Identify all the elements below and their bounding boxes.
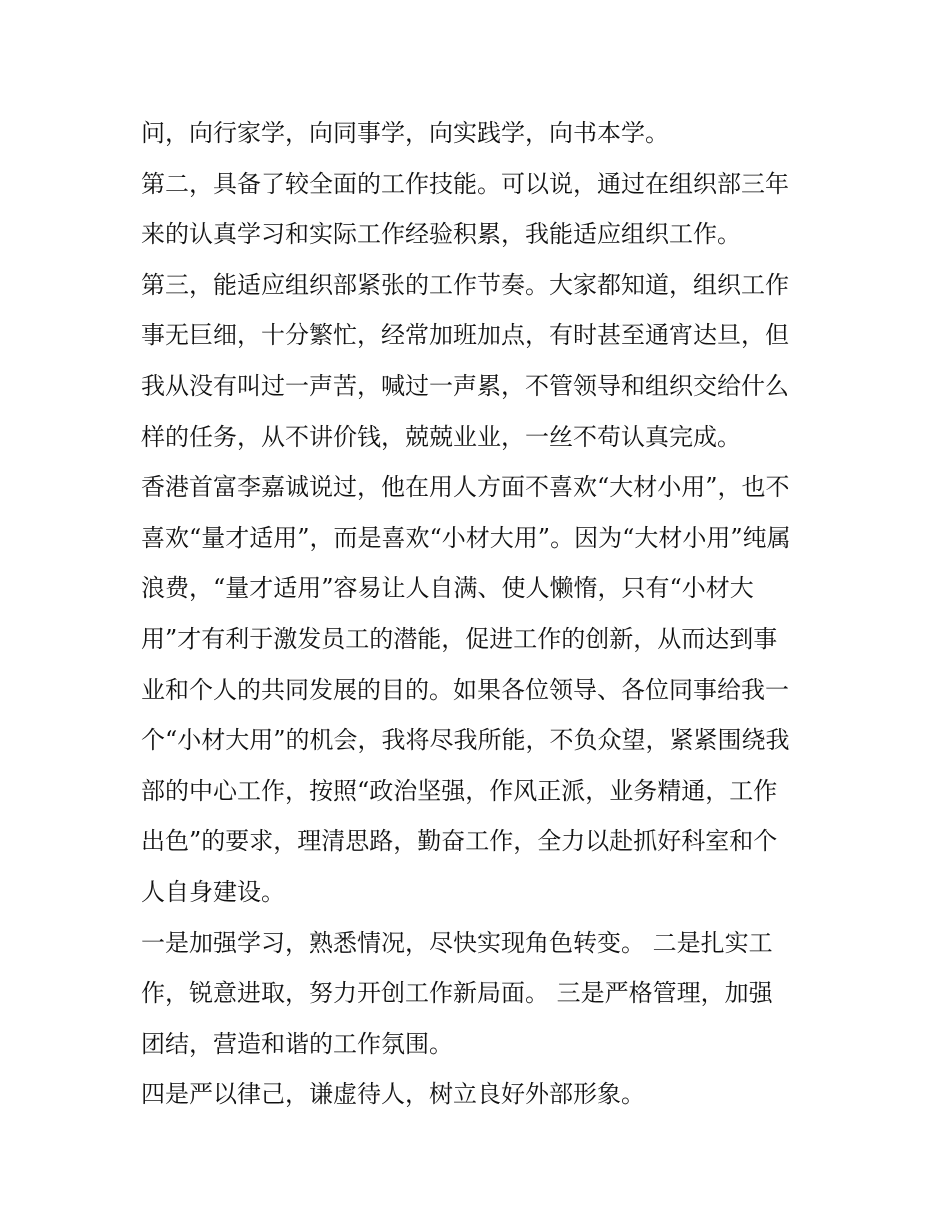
text-line: 样的任务，从不讲价钱，兢兢业业，一丝不苟认真完成。 bbox=[141, 422, 741, 451]
text-line: 问，向行家学，向同事学，向实践学，向书本学。 bbox=[141, 119, 669, 147]
text-line: 个“小材大用”的机会，我将尽我所能，不负众望，紧紧围绕我 bbox=[141, 726, 790, 755]
text-line: 第三，能适应组织部紧张的工作节奏。大家都知道，组织工作 bbox=[141, 270, 789, 299]
text-line: 一是加强学习，熟悉情况，尽快实现角色转变。 二是扎实工 bbox=[141, 928, 773, 957]
text-line: 四是严以律己，谦虚待人，树立良好外部形象。 bbox=[141, 1080, 645, 1109]
text-line: 第二，具备了较全面的工作技能。可以说，通过在组织部三年 bbox=[141, 169, 789, 198]
text-line: 浪费，“量才适用”容易让人自满、使人懒惰，只有“小材大 bbox=[141, 574, 754, 603]
text-line: 来的认真学习和实际工作经验积累，我能适应组织工作。 bbox=[141, 220, 741, 249]
text-line: 部的中心工作，按照“政治坚强，作风正派，业务精通，工作 bbox=[141, 776, 778, 805]
text-line: 事无巨细，十分繁忙，经常加班加点，有时甚至通宵达旦，但 bbox=[141, 321, 789, 350]
text-line: 人自身建设。 bbox=[141, 877, 285, 906]
document-body bbox=[141, 108, 811, 1120]
text-line: 团结，营造和谐的工作氛围。 bbox=[141, 1029, 453, 1058]
text-line: 香港首富李嘉诚说过，他在用人方面不喜欢“大材小用”，也不 bbox=[141, 473, 790, 502]
text-line: 喜欢“量才适用”，而是喜欢“小材大用”。因为“大材小用”纯属 bbox=[141, 523, 791, 552]
text-line: 我从没有叫过一声苦，喊过一声累，不管领导和组织交给什么 bbox=[141, 371, 789, 400]
text-line: 作，锐意进取，努力开创工作新局面。 三是严格管理，加强 bbox=[141, 979, 773, 1008]
text-line: 业和个人的共同发展的目的。如果各位领导、各位同事给我一 bbox=[141, 675, 789, 704]
text-line: 出色”的要求，理清思路，勤奋工作，全力以赴抓好科室和个 bbox=[141, 827, 778, 856]
text-line: 用”才有利于激发员工的潜能，促进工作的创新，从而达到事 bbox=[141, 624, 778, 653]
